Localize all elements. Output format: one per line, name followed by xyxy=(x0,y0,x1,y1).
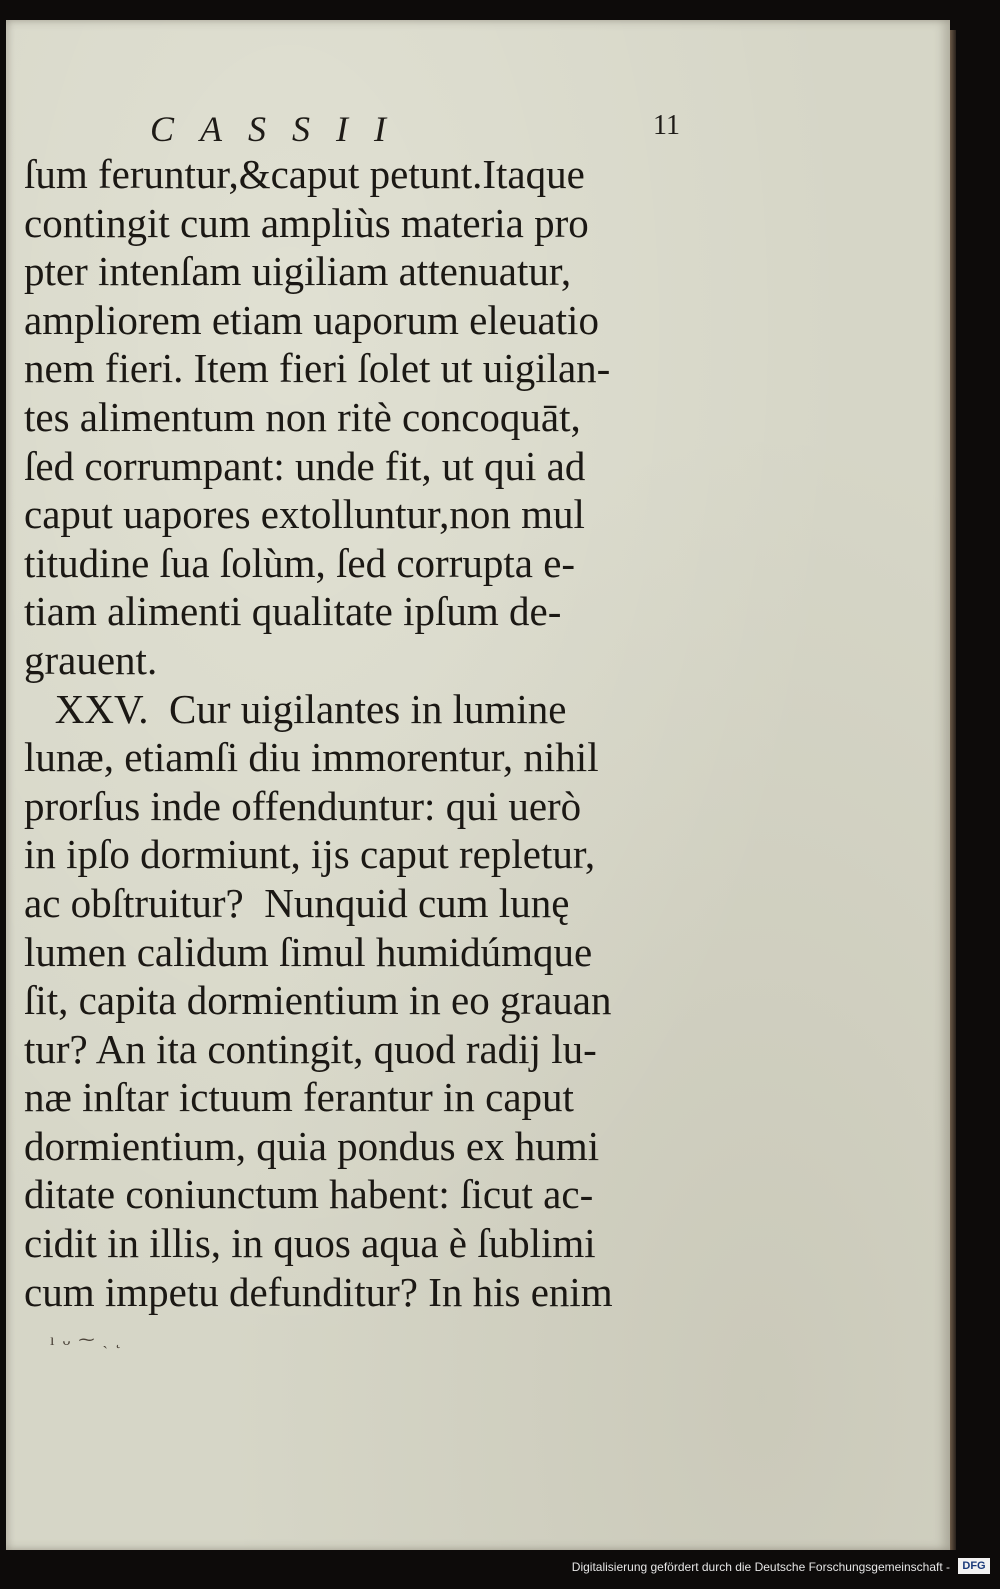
running-title: CASSII xyxy=(150,109,412,149)
text-line: titudine ſua ſolùm, ſed corrupta e- xyxy=(24,539,576,586)
text-line: pter intenſam uigiliam attenuatur, xyxy=(24,248,572,295)
page-marks: ı ᴗ ⁓ ˎ ˛ xyxy=(50,1332,124,1349)
text-line: dormientium, quia pondus ex humi xyxy=(24,1122,600,1169)
text-line: in ipſo dormiunt, ijs caput repletur, xyxy=(24,831,596,878)
text-line: ſed corrumpant: unde fit, ut qui ad xyxy=(24,442,586,489)
text-line: grauent. xyxy=(24,636,158,683)
text-line: tes alimentum non ritè concoquāt, xyxy=(24,393,581,440)
text-line: ac obſtruitur? Nunquid cum lunę xyxy=(24,879,570,926)
text-line: tur? An ita contingit, quod radij lu- xyxy=(24,1025,597,1072)
page-edge xyxy=(950,30,956,1550)
body-text xyxy=(24,150,714,1316)
page-header xyxy=(150,108,680,152)
footer-credit: Digitalisierung gefördert durch die Deutsche Forschungsgemeinschaft - xyxy=(571,1560,950,1574)
text-line: lumen calidum ſimul humidúmque xyxy=(24,928,593,975)
text-line: caput uapores extolluntur,non mul xyxy=(24,491,585,538)
dfg-logo-icon: DFG xyxy=(958,1558,990,1574)
text-line: tiam alimenti qualitate ipſum de- xyxy=(24,588,562,635)
text-line: cidit in illis, in quos aqua è ſublimi xyxy=(24,1220,596,1267)
text-line: prorſus inde offenduntur: qui uerò xyxy=(24,782,582,829)
text-line: lunæ, etiamſi diu immorentur, nihil xyxy=(24,734,599,781)
text-line: næ inſtar ictuum ferantur in caput xyxy=(24,1074,574,1121)
section-heading-line: XXV. Cur uigilantes in lumine xyxy=(24,685,567,732)
page-number: 11 xyxy=(653,110,680,141)
text-line: contingit cum ampliùs materia pro xyxy=(24,199,589,246)
text-line: ſit, capita dormientium in eo grauan xyxy=(24,977,612,1024)
text-line: cum impetu defunditur? In his enim xyxy=(24,1268,613,1315)
text-line: nem fieri. Item fieri ſolet ut uigilan- xyxy=(24,345,611,392)
text-line: ditate coniunctum habent: ſicut ac- xyxy=(24,1171,594,1218)
text-line: ampliorem etiam uaporum eleuatio xyxy=(24,296,599,343)
text-line: ſum feruntur,&caput petunt.Itaque xyxy=(24,151,585,197)
